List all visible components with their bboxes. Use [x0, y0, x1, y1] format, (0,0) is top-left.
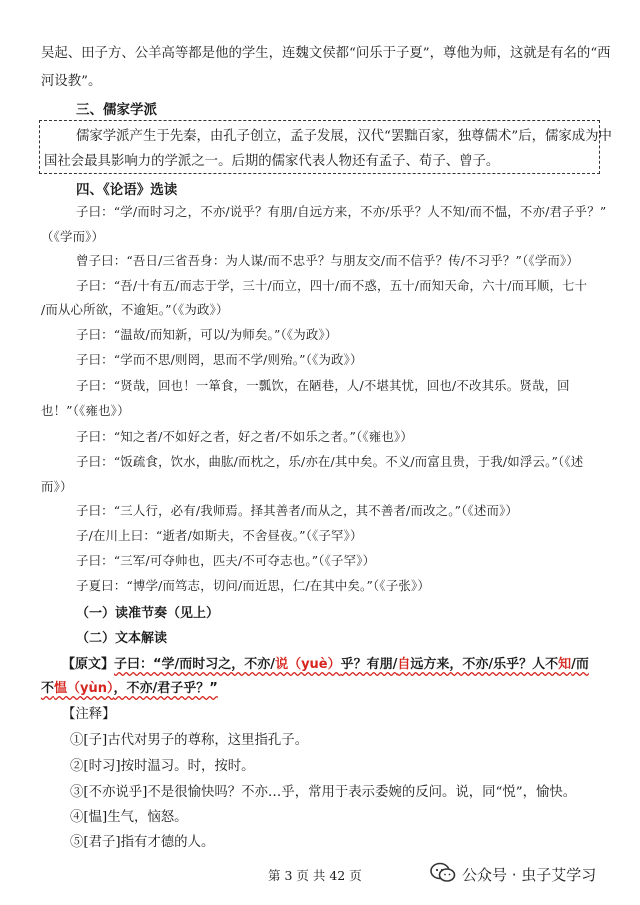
page-number: 第 3 页 共 42 页 — [268, 868, 362, 883]
intro-line-1: 吴起、田子方、公羊高等都是他的学生，连魏文侯都“问乐于子夏”，尊他为师，这就是有名的“西 — [41, 46, 611, 61]
quote-line: 子曰：“饭疏食，饮水，曲肱/而枕之，乐/亦在/其中矣。不义/而富且贵，于我/如浮云。”（《述 — [76, 454, 584, 469]
original-text-line-1 — [62, 653, 589, 672]
quote-line: 子夏曰：“博学/而笃志，切问/而近思，仁/在其中矣。”（《子张》） — [76, 578, 430, 593]
quote-line: 子曰：“三人行，必有/我师焉。择其善者/而从之，其不善者/而改之。”（《述而》） — [76, 503, 519, 518]
section-4-heading: 四、《论语》选读 — [76, 182, 178, 198]
quote-line: 子/在川上曰：“逝者/如斯夫，不舍昼夜。”（《子罕》） — [76, 528, 363, 543]
note-item: ①[子]古代对男子的尊称，这里指孔子。 — [70, 733, 309, 748]
original-text-line-2 — [41, 677, 218, 696]
subheading-rhythm: （一）读准节奏（见上） — [76, 606, 220, 621]
subheading-interpretation: （二）文本解读 — [76, 631, 168, 646]
section-3-heading: 三、儒家学派 — [76, 102, 157, 118]
notes-heading: 【注释】 — [62, 707, 116, 722]
quote-line: 子曰：“三军/可夺帅也，匹夫/不可夺志也。”（《子罕》） — [76, 553, 376, 568]
original-segment: 子曰：“学/而时习之，不亦/说（yuè）乎？有朋/自远方来，不亦/乐乎？人不知/而 — [114, 657, 589, 672]
note-item: ⑤[君子]指有才德的人。 — [70, 835, 215, 850]
quote-line: 也！”（《雍也》） — [41, 403, 130, 418]
quote-line: 子曰：“吾/十有五/而志于学，三十/而立，四十/而不惑，五十/而知天命，六十/而耳顺，七十 — [76, 278, 588, 293]
quote-line: 而》） — [41, 479, 73, 494]
box-line-2: 国社会最具影响力的学派之一。后期的儒家代表人物还有孟子、荀子、曾子。 — [44, 154, 500, 169]
wechat-icon — [430, 862, 456, 888]
note-item: ④[愠]生气，恼怒。 — [70, 810, 188, 825]
quote-line: 子曰：“温故/而知新，可以/为师矣。”（《为政》） — [76, 327, 338, 342]
quote-line: 子曰：“学/而时习之，不亦/说乎？有朋/自远方来，不亦/乐乎？人不知/而不愠，不亦/君子乎？” — [76, 204, 607, 219]
quote-line: 子曰：“学而不思/则罔，思而不学/则殆。”（《为政》） — [76, 352, 363, 367]
note-item: ②[时习]按时温习。时，按时。 — [70, 759, 255, 774]
quote-line: 曾子曰：“吾日/三省吾身：为人谋/而不忠乎？与朋友交/而不信乎？传/不习乎？”（《学而》） — [76, 253, 580, 268]
quote-line: 子曰：“贤哉，回也！一箪食，一瓢饮，在陋巷，人/不堪其忧，回也/不改其乐。贤哉，回 — [76, 378, 570, 393]
watermark-text: 公众号 · 虫子艾学习 — [462, 866, 597, 884]
original-tag: 【原文】 — [62, 657, 115, 672]
quote-line: /而从心所欲，不逾矩。”（《为政》） — [41, 302, 229, 317]
intro-line-2: 河设教”。 — [41, 74, 102, 89]
box-line-1: 儒家学派产生于先秦，由孔子创立，孟子发展，汉代“罢黜百家，独尊儒术”后，儒家成为中 — [76, 129, 612, 144]
original-segment: 不愠（yùn），不亦/君子乎？” — [41, 681, 218, 696]
note-item: ③[不亦说乎]不是很愉快吗？不亦…乎，常用于表示委婉的反问。说，同“悦”，愉快。 — [70, 785, 577, 800]
quote-line: 子曰：“知之者/不如好之者，好之者/不如乐之者。”（《雍也》） — [76, 429, 413, 444]
quote-line: （《学而》） — [41, 229, 105, 244]
